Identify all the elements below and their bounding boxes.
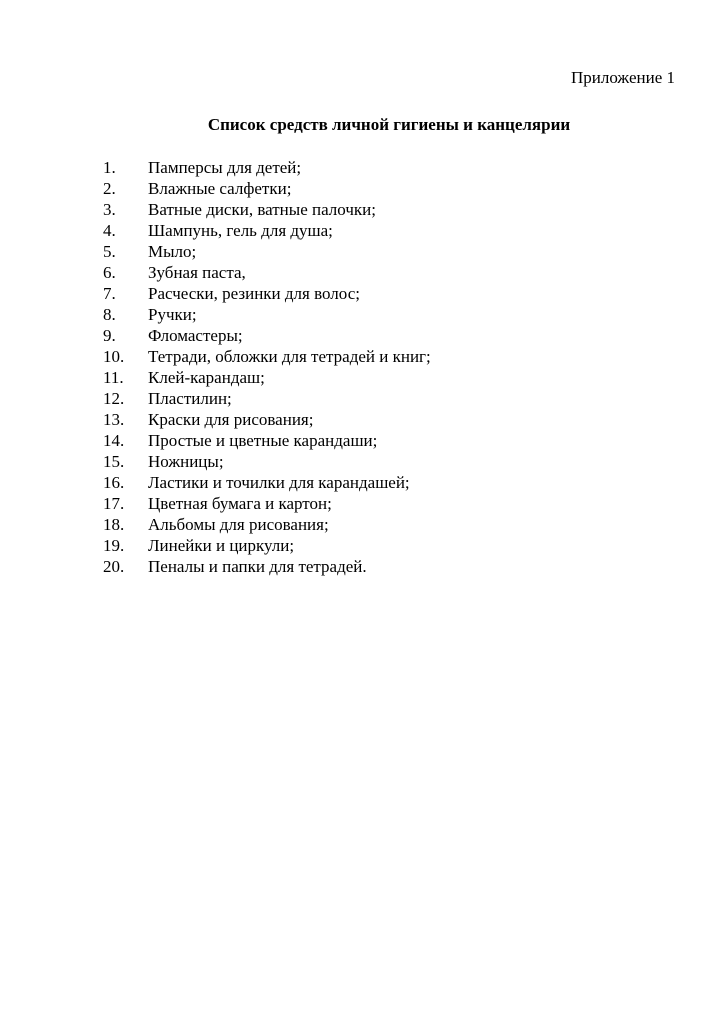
item-number: 1. — [103, 158, 116, 177]
item-number: 4. — [103, 221, 116, 240]
list-item — [103, 157, 675, 178]
list-item — [103, 178, 675, 199]
item-number: 6. — [103, 263, 116, 282]
item-list — [103, 157, 675, 577]
page-title: Список средств личной гигиены и канцелярии — [207, 115, 571, 134]
list-item — [103, 325, 675, 346]
item-text: Простые и цветные карандаши; — [148, 431, 378, 450]
item-text: Альбомы для рисования; — [148, 515, 329, 534]
list-item — [103, 514, 675, 535]
list-item — [103, 388, 675, 409]
item-number: 20. — [103, 557, 125, 576]
item-number: 5. — [103, 242, 116, 261]
item-text: Ватные диски, ватные палочки; — [148, 200, 376, 219]
item-text: Цветная бумага и картон; — [148, 494, 332, 513]
item-number: 13. — [103, 410, 125, 429]
list-item — [103, 472, 675, 493]
item-text: Шампунь, гель для душа; — [148, 221, 333, 240]
item-text: Линейки и циркули; — [148, 536, 295, 555]
list-item — [103, 451, 675, 472]
item-text: Ручки; — [148, 305, 197, 324]
item-text: Памперсы для детей; — [148, 158, 302, 177]
item-number: 2. — [103, 179, 116, 198]
item-text: Пеналы и папки для тетрадей. — [148, 557, 367, 576]
item-number: 15. — [103, 452, 125, 471]
list-item — [103, 283, 675, 304]
item-text: Мыло; — [148, 242, 197, 261]
item-number: 7. — [103, 284, 116, 303]
item-text: Пластилин; — [148, 389, 232, 408]
item-text: Зубная паста, — [148, 263, 246, 282]
item-text: Тетради, обложки для тетрадей и книг; — [148, 347, 431, 366]
item-text: Ластики и точилки для карандашей; — [148, 473, 410, 492]
list-item — [103, 220, 675, 241]
item-number: 3. — [103, 200, 116, 219]
appendix-label: Приложение 1 — [571, 68, 675, 87]
list-item — [103, 241, 675, 262]
item-text: Фломастеры; — [148, 326, 243, 345]
item-text: Клей-карандаш; — [148, 368, 265, 387]
list-item — [103, 199, 675, 220]
item-text: Влажные салфетки; — [148, 179, 292, 198]
list-item — [103, 262, 675, 283]
list-item — [103, 556, 675, 577]
item-text: Краски для рисования; — [148, 410, 314, 429]
item-number: 16. — [103, 473, 125, 492]
item-number: 11. — [103, 368, 124, 387]
item-number: 14. — [103, 431, 125, 450]
item-number: 19. — [103, 536, 125, 555]
list-item — [103, 493, 675, 514]
list-item — [103, 367, 675, 388]
item-number: 8. — [103, 305, 116, 324]
item-text: Ножницы; — [148, 452, 224, 471]
item-number: 10. — [103, 347, 125, 366]
list-item — [103, 346, 675, 367]
item-text: Расчески, резинки для волос; — [148, 284, 360, 303]
list-item — [103, 430, 675, 451]
list-item — [103, 304, 675, 325]
item-number: 17. — [103, 494, 125, 513]
item-number: 18. — [103, 515, 125, 534]
item-number: 9. — [103, 326, 116, 345]
item-number: 12. — [103, 389, 125, 408]
list-item — [103, 535, 675, 556]
list-item — [103, 409, 675, 430]
